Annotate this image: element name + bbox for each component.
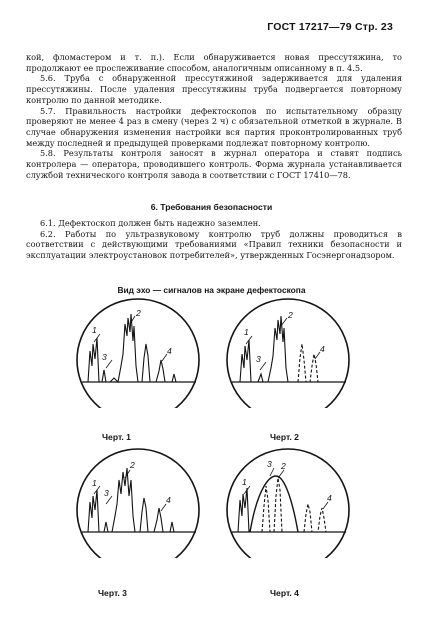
label-4: 4 <box>166 495 171 505</box>
paragraph: 6.1. Дефектоскоп должен быть надежно заземлен. <box>40 218 261 228</box>
label-1: 1 <box>244 327 249 337</box>
figure-title: Вид эхо — сигналов на экране дефектоскопа <box>117 285 306 295</box>
label-3: 3 <box>104 488 109 498</box>
figure-1-caption: Черт. 1 <box>102 432 131 442</box>
label-4: 4 <box>167 346 172 356</box>
figure-3-oscillogram <box>68 446 208 574</box>
paragraph: кой, фломастером и т. п.). Если обнаруживается новая прессутяжина, то продолжают ее прослеживание способом, аналогичным описанному в п. 4.5. <box>26 52 402 73</box>
figure-3-caption: Черт. 3 <box>98 588 127 598</box>
label-2: 2 <box>130 460 135 470</box>
label-2: 2 <box>288 310 293 320</box>
paragraph: 5.6. Труба с обнаруженной прессутяжиной задерживается для удаления прессутяжины. После удаления прессутяжины труба подвергается повторному контролю по данной методике. <box>26 73 402 105</box>
label-1: 1 <box>92 325 97 335</box>
label-3: 3 <box>102 352 107 362</box>
paragraph: 5.7. Правильность настройки дефектоскопов по испытательному образцу проверяют не менее 4 раз в смену (через 2 ч) с обязательной отметкой в журнале. В случае обнаружения изменения настройки вся партия проконтролированных труб между последней и предыдущей проверками подлежат повторному контролю. <box>26 105 402 148</box>
section-title: 6. Требования безопасности <box>150 202 273 212</box>
label-1: 1 <box>92 478 97 488</box>
label-3: 3 <box>267 459 272 469</box>
figure-4-drawing <box>218 446 358 574</box>
label-2: 2 <box>136 308 141 318</box>
paragraph: 6.2. Работы по ультразвуковому контролю труб должны проводиться в соответствии с действующими требованиями «Правил техники безопасности и эксплуатации электроустановок потребителей», утвержденных Госэнергонадзором. <box>26 228 402 261</box>
figure-2-oscillogram <box>218 296 358 424</box>
figure-1-oscillogram <box>68 296 208 424</box>
label-3: 3 <box>256 354 261 364</box>
figure-4-oscillogram <box>218 446 358 574</box>
label-2: 2 <box>281 461 286 471</box>
paragraph: 5.8. Результаты контроля заносят в журнал оператора и ставят подпись контролера — оператора, проводившего контроль. Форма журнала устанавливается службой технического контроля завода в соответствии с ГОСТ 17410—78. <box>26 148 402 180</box>
label-4: 4 <box>327 493 332 503</box>
label-1: 1 <box>242 477 247 487</box>
figure-2-caption: Черт. 2 <box>270 432 299 442</box>
figure-4-caption: Черт. 4 <box>270 588 299 598</box>
section-text <box>26 218 402 261</box>
figure-3-drawing <box>68 446 208 574</box>
body-text <box>26 52 402 180</box>
label-4: 4 <box>320 344 325 354</box>
page-header: ГОСТ 17217—79 Стр. 23 <box>267 21 393 33</box>
